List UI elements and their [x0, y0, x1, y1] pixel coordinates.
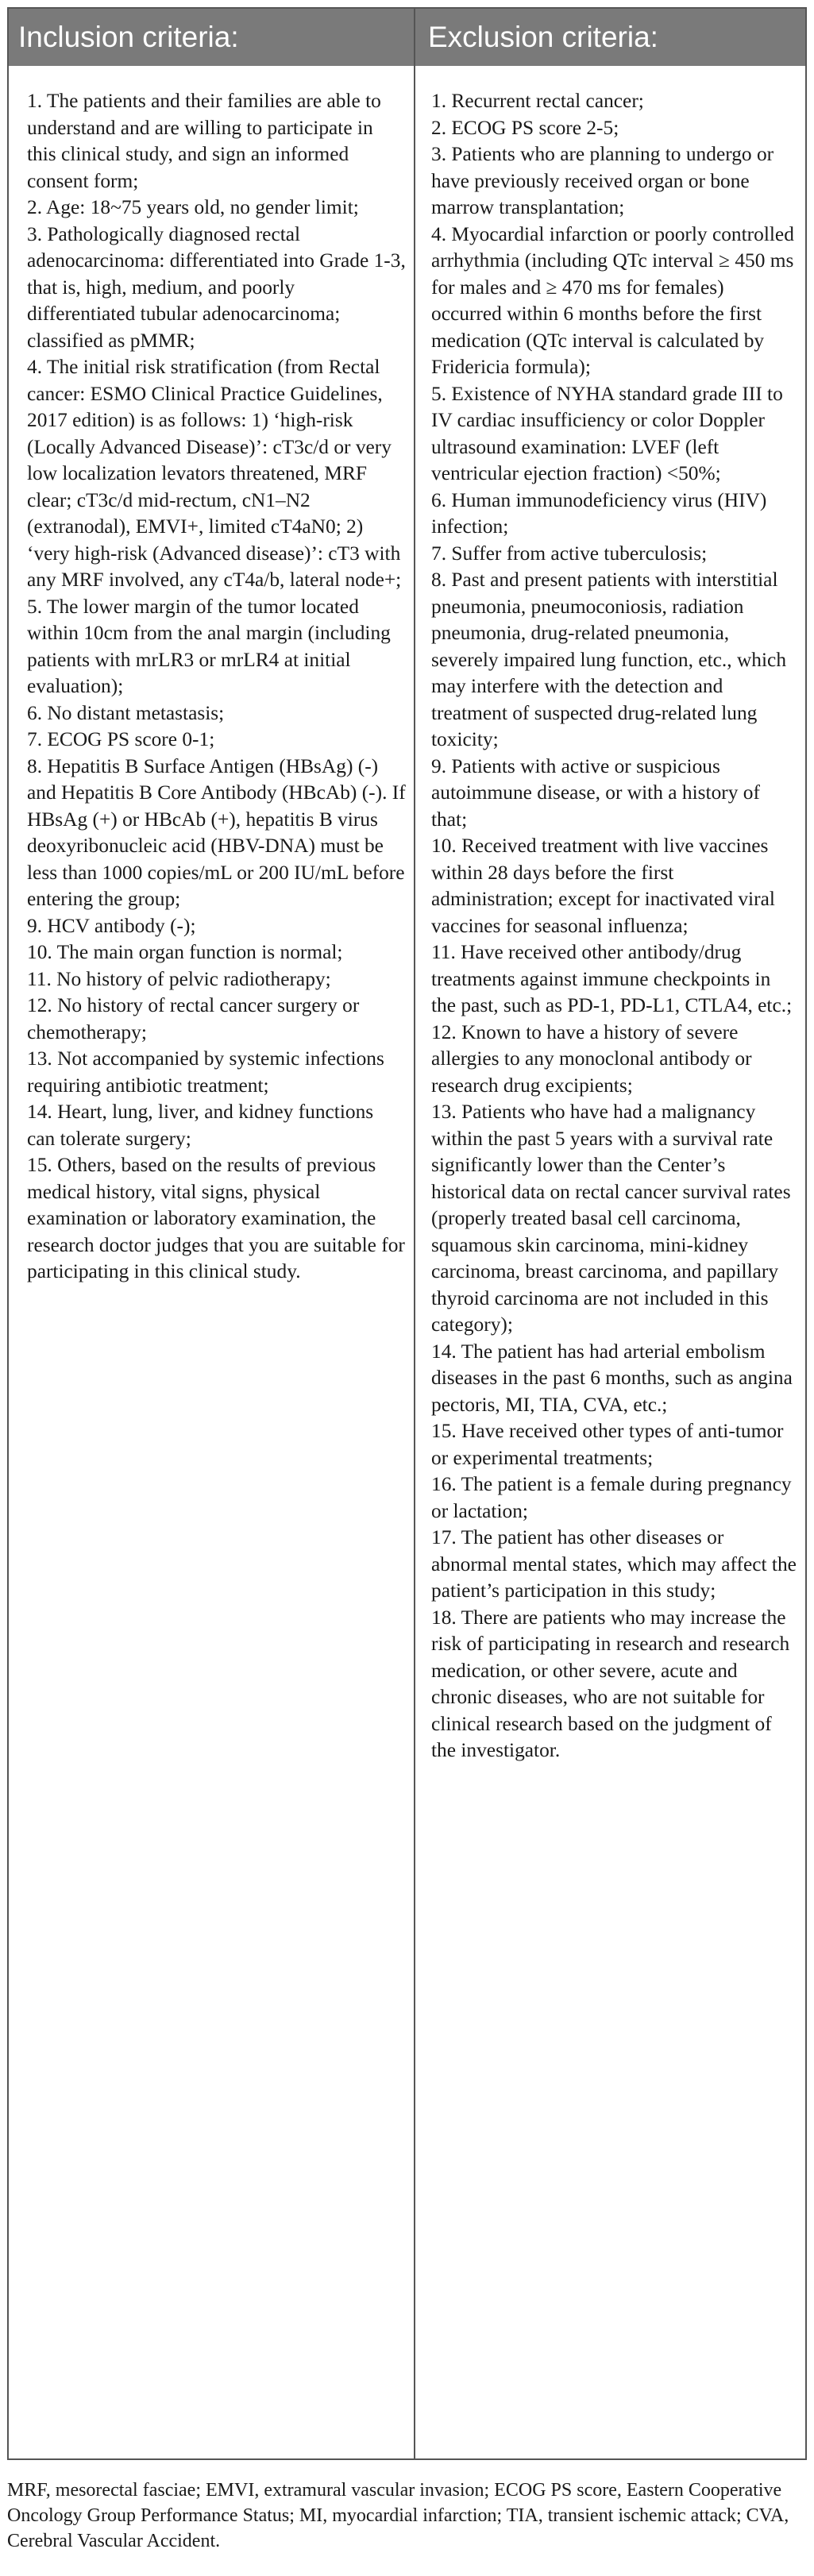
exclusion-cell: [415, 66, 805, 2458]
table-body-row: [9, 66, 805, 2458]
criteria-table: [7, 7, 807, 2460]
exclusion-header: Exclusion criteria:: [428, 21, 658, 53]
exclusion-item: 17. The patient has other diseases or abnormal mental states, which may affect the patient’s participation in this study;: [431, 1526, 797, 1602]
inclusion-item: 6. No distant metastasis;: [27, 701, 225, 724]
exclusion-item: 7. Suffer from active tuberculosis;: [431, 542, 708, 565]
exclusion-item: 18. There are patients who may increase the risk of participating in research and research medication, or other severe, acute and chronic diseases, who are not suitable for clinical research based on the judgment of the investigator.: [431, 1606, 790, 1761]
exclusion-item: 15. Have received other types of anti-tumor or experimental treatments;: [431, 1420, 784, 1469]
inclusion-cell: [9, 66, 415, 2458]
inclusion-header: Inclusion criteria:: [9, 9, 415, 66]
exclusion-item: 6. Human immunodeficiency virus (HIV) infection;: [431, 488, 767, 538]
inclusion-item: 11. No history of pelvic radiotherapy;: [27, 967, 331, 990]
table-header-row: [9, 9, 805, 66]
exclusion-item: 10. Received treatment with live vaccines within 28 days before the first administration; except for inactivated viral vaccines for seasonal influenza;: [431, 835, 775, 937]
inclusion-item: 13. Not accompanied by systemic infections requiring antibiotic treatment;: [27, 1047, 384, 1097]
exclusion-item: 14. The patient has had arterial embolism diseases in the past 6 months, such as angina pectoris, MI, TIA, CVA, etc.;: [431, 1340, 793, 1416]
exclusion-item: 12. Known to have a history of severe allergies to any monoclonal antibody or research drug excipients;: [431, 1020, 752, 1097]
inclusion-item: 15. Others, based on the results of previous medical history, vital signs, physical examination or laboratory examination, the research doctor judges that you are suitable for participating in this clinical study.: [27, 1154, 405, 1282]
exclusion-item: 9. Patients with active or suspicious autoimmune disease, or with a history of that;: [431, 754, 760, 831]
exclusion-item: 11. Have received other antibody/drug treatments against immune checkpoints in the past, such as PD-1, PD-L1, CTLA4, etc.;: [431, 941, 793, 1016]
inclusion-item: 12. No history of rectal cancer surgery or chemotherapy;: [27, 994, 360, 1043]
exclusion-item: 5. Existence of NYHA standard grade III to IV cardiac insufficiency or color Doppler ultrasound examination: LVEF (left ventricular ejection fraction) <50%;: [431, 382, 783, 484]
exclusion-item: 2. ECOG PS score 2-5;: [431, 116, 619, 139]
inclusion-item: 9. HCV antibody (-);: [27, 914, 196, 937]
inclusion-item: 14. Heart, lung, liver, and kidney functions can tolerate surgery;: [27, 1101, 374, 1150]
inclusion-item: 5. The lower margin of the tumor located within 10cm from the anal margin (including patients with mrLR3 or mrLR4 at initial evaluation);: [27, 595, 391, 697]
exclusion-item: 3. Patients who are planning to undergo or have previously received organ or bone marrow transplantation;: [431, 143, 774, 218]
inclusion-item: 10. The main organ function is normal;: [27, 941, 343, 963]
inclusion-item: 7. ECOG PS score 0-1;: [27, 728, 215, 750]
inclusion-item: 3. Pathologically diagnosed rectal adenocarcinoma: differentiated into Grade 1-3, that is, high, medium, and poorly differentiated tubular adenocarcinoma; classified as pMMR;: [27, 222, 406, 352]
table-footnote: MRF, mesorectal fasciae; EMVI, extramural vascular invasion; ECOG PS score, Eastern Cooperative Oncology Group Performance Status; MI, myocardial infarction; TIA, transient ischemic attack; CVA, Cerebral Vascular Accident.: [7, 2480, 789, 2551]
inclusion-item: 1. The patients and their families are able to understand and are willing to participate in this clinical study, and sign an informed consent form;: [27, 90, 381, 192]
exclusion-item: 1. Recurrent rectal cancer;: [431, 90, 644, 112]
inclusion-item: 8. Hepatitis B Surface Antigen (HBsAg) (-) and Hepatitis B Core Antibody (HBcAb) (-). If HBsAg (+) or HBcAb (+), hepatitis B virus deoxyribonucleic acid (HBV-DNA) must be less than 1000 copies/mL or 200 IU/mL before entering the group;: [27, 754, 406, 910]
exclusion-item: 13. Patients who have had a malignancy within the past 5 years with a survival rate significantly lower than the Center’s historical data on rectal cancer survival rates (properly treated basal cell carcinoma, squamous skin carcinoma, mini-kidney carcinoma, breast carcinoma, and papillary thyroid carcinoma are not included in this category);: [431, 1101, 791, 1336]
inclusion-item: 2. Age: 18~75 years old, no gender limit;: [27, 196, 359, 218]
exclusion-item: 8. Past and present patients with interstitial pneumonia, pneumoconiosis, radiation pneumonia, drug-related pneumonia, severely impaired lung function, etc., which may interfere with the detection and treatment of suspected drug-related lung toxicity;: [431, 569, 787, 750]
exclusion-item: 4. Myocardial infarction or poorly controlled arrhythmia (including QTc interval ≥ 450 ms for males and ≥ 470 ms for females) occurred within 6 months before the first medication (QTc interval is calculated by Fridericia formula);: [431, 222, 794, 378]
inclusion-item: 4. The initial risk stratification (from Rectal cancer: ESMO Clinical Practice Guidelines, 2017 edition) is as follows: 1) ‘high-risk (Locally Advanced Disease)’: cT3c/d or very low localization levators threatened, MRF clear; cT3c/d mid-rectum, cN1–N2 (extranodal), EMVI+, limited cT4aN0; 2) ‘very high-risk (Advanced disease)’: cT3 with any MRF involved, any cT4a/b, lateral node+;: [27, 356, 402, 591]
exclusion-item: 16. The patient is a female during pregnancy or lactation;: [431, 1473, 792, 1522]
